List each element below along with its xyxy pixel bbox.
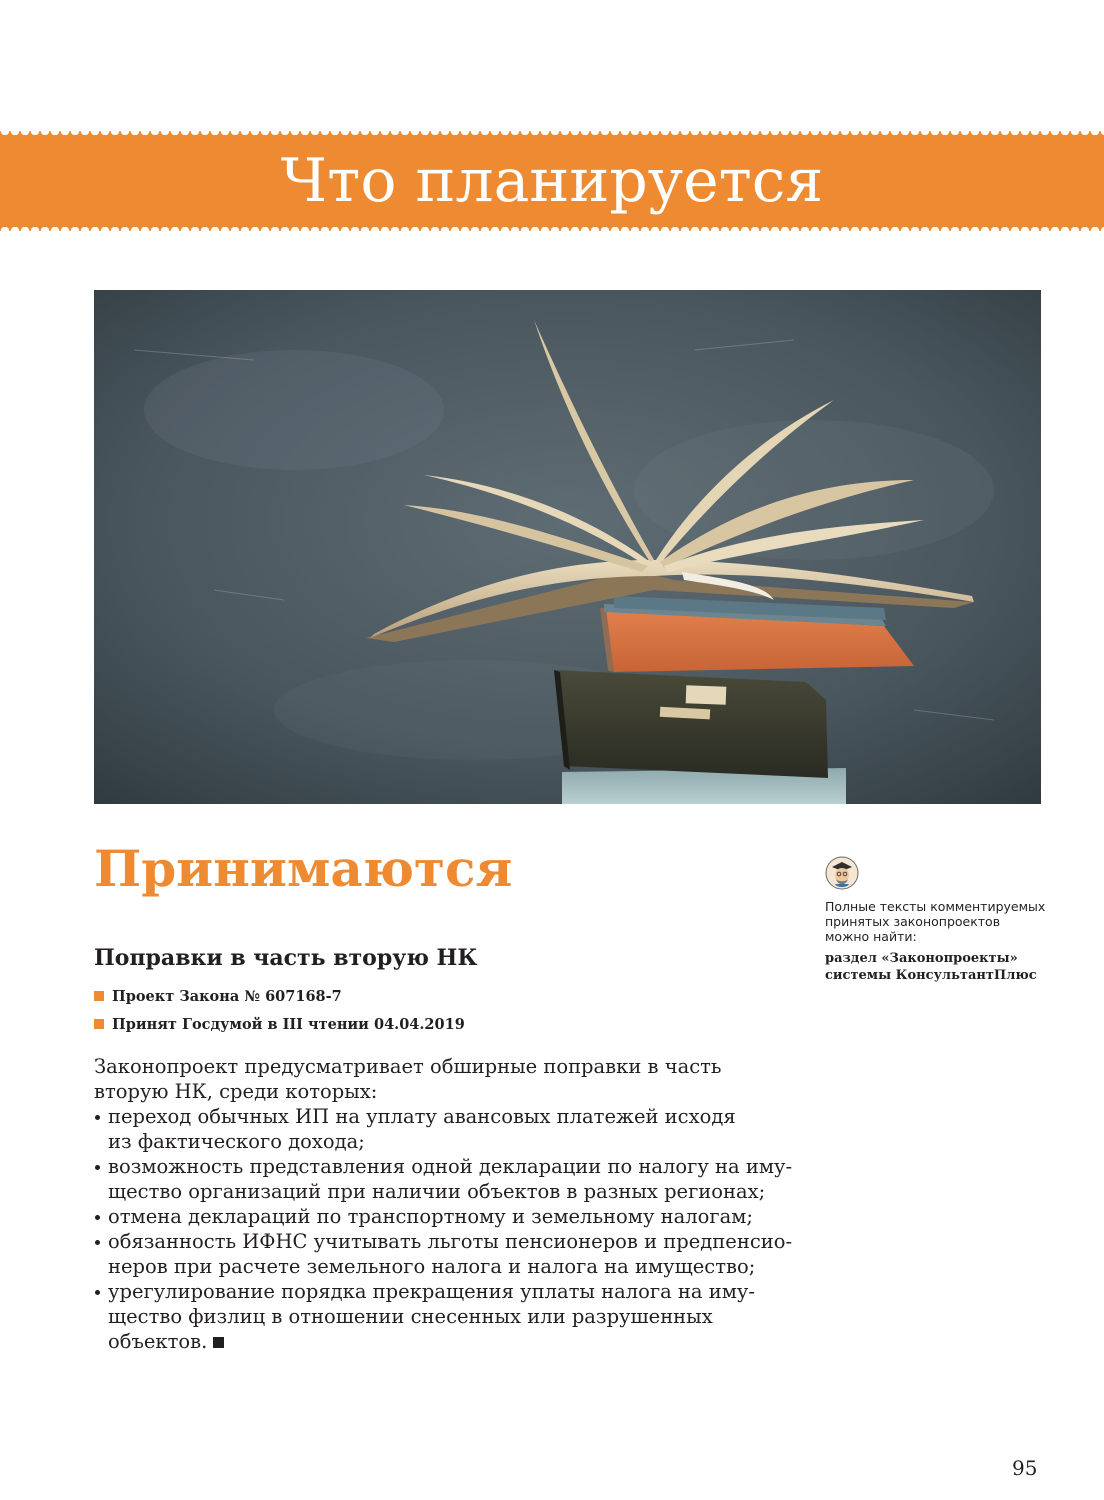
page-number: 95 <box>1012 1456 1038 1480</box>
bill-status: Принят Госдумой в III чтении 04.04.2019 <box>112 1015 465 1033</box>
books-photo <box>94 290 1041 804</box>
list-item <box>94 1279 814 1354</box>
article-body <box>94 1054 814 1354</box>
last-item-text: урегулирование порядка прекращения уплаты налога на иму- щество физлиц в отношении снесенных или разрушенных объектов. <box>108 1280 755 1353</box>
books-on-chalkboard-photo <box>94 290 1041 804</box>
list-item: переход обычных ИП на уплату авансовых платежей исходя из фактического дохода; <box>94 1104 814 1154</box>
intro-paragraph: Законопроект предусматривает обширные поправки в часть вторую НК, среди которых: <box>94 1055 722 1103</box>
section-title: Принимаются <box>94 839 513 898</box>
list-item: возможность представления одной декларации по налогу на иму- щество организаций при наличии объектов в разных регионах; <box>94 1154 814 1204</box>
sidebar-note-text: Полные тексты комментируемых принятых законопроектов можно найти: <box>825 899 1046 944</box>
list-item: отмена деклараций по транспортному и земельному налогам; <box>94 1204 814 1229</box>
section-banner <box>0 131 1104 231</box>
end-mark-icon <box>213 1337 224 1348</box>
bill-number: Проект Закона № 607168-7 <box>112 987 342 1005</box>
square-bullet-icon <box>94 1019 104 1029</box>
banner-title: Что планируется <box>280 146 824 216</box>
sidebar-reference: раздел «Законопроекты» системы КонсультантПлюс <box>825 951 1037 983</box>
list-item: обязанность ИФНС учитывать льготы пенсионеров и предпенсио- неров при расчете земельного налога и налога на имущество; <box>94 1229 814 1279</box>
consultant-avatar-icon <box>825 856 859 890</box>
bill-meta <box>94 982 465 1038</box>
amendments-list <box>94 1104 814 1354</box>
square-bullet-icon <box>94 991 104 1001</box>
subhead: Поправки в часть вторую НК <box>94 945 478 971</box>
bill-meta-row <box>94 1010 465 1038</box>
bill-meta-row <box>94 982 465 1010</box>
sidebar-note <box>825 856 1065 984</box>
